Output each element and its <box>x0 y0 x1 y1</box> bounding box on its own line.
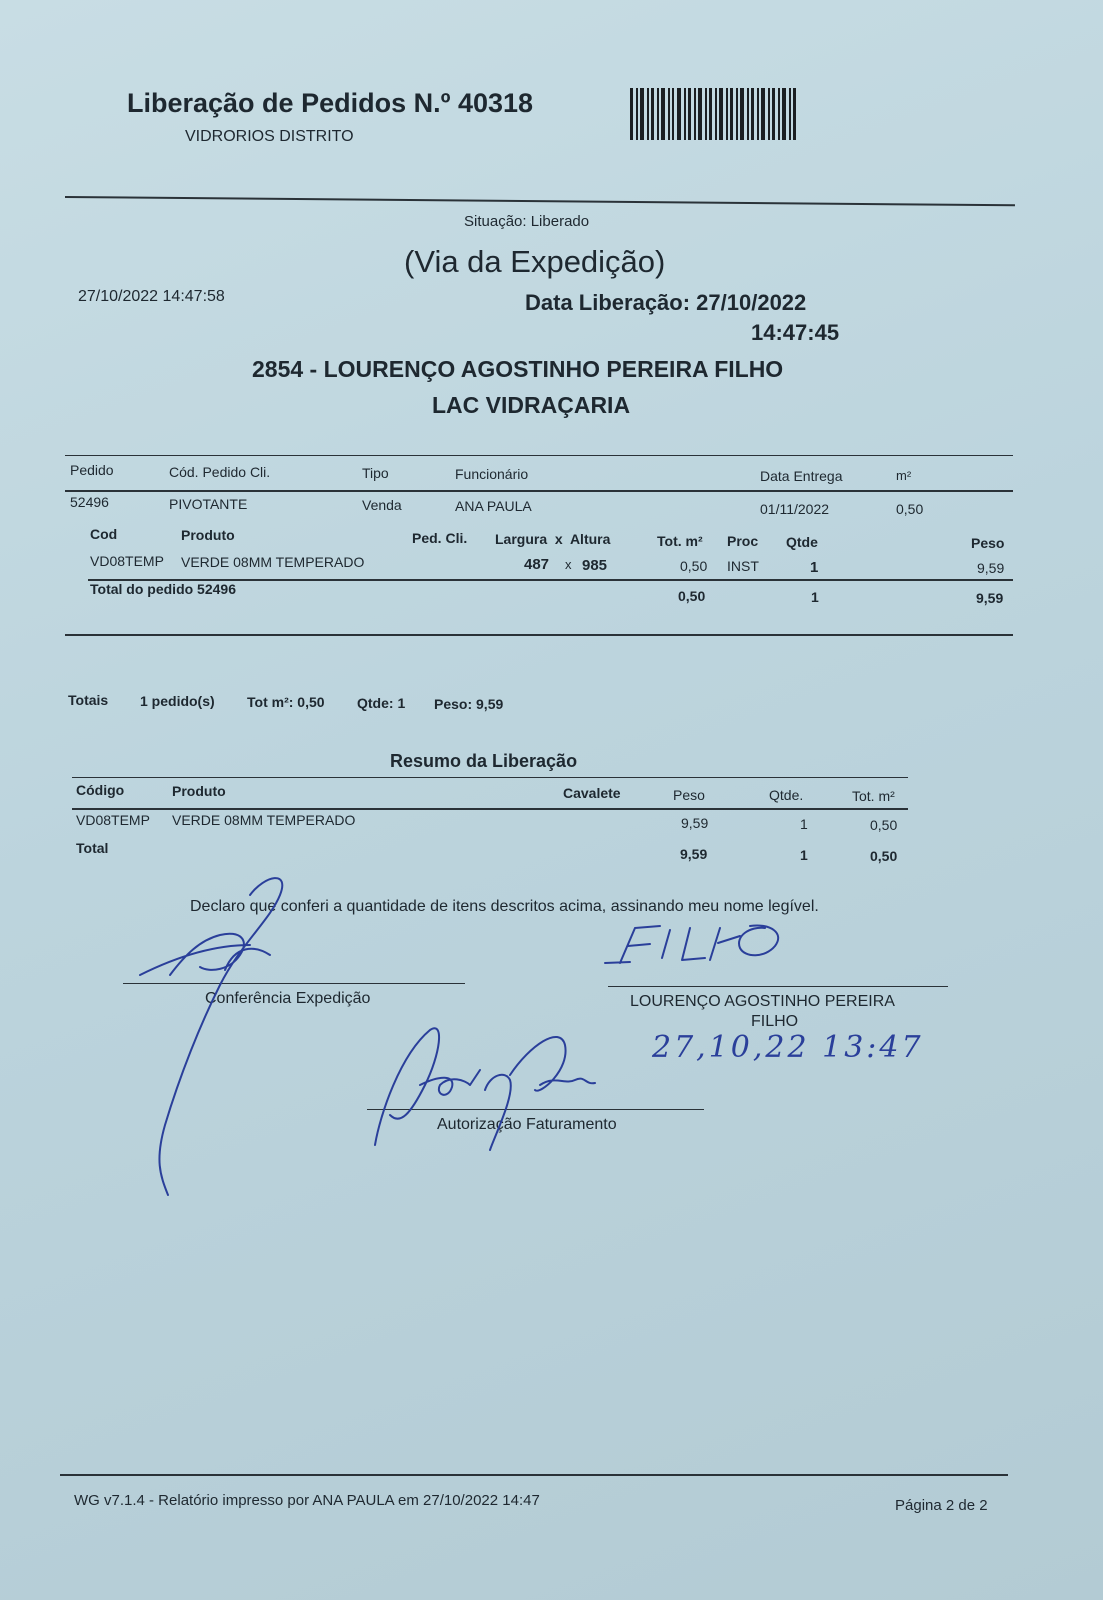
item-header-proc: Proc <box>727 533 759 549</box>
table-top-line <box>65 455 1013 456</box>
item-header-cod: Cod <box>90 526 118 542</box>
resumo-qtde: 1 <box>800 816 808 832</box>
totais-qtde: Qtde: 1 <box>357 695 406 711</box>
company-name: VIDRORIOS DISTRITO <box>185 128 354 145</box>
hora-liberacao: 14:47:45 <box>751 320 840 345</box>
item-largura: 487 <box>524 556 550 573</box>
label-cliente-line1: LOURENÇO AGOSTINHO PEREIRA <box>630 993 895 1010</box>
resumo-peso: 9,59 <box>681 815 709 831</box>
resumo-header-tot-m2: Tot. m² <box>852 788 895 804</box>
item-proc: INST <box>727 558 759 574</box>
pedido-tipo: Venda <box>362 497 402 513</box>
cliente-nome: 2854 - LOURENÇO AGOSTINHO PEREIRA FILHO <box>252 356 784 382</box>
resumo-header-qtde: Qtde. <box>769 787 804 803</box>
header-divider <box>65 196 1015 206</box>
pedido-total-m2: 0,50 <box>678 588 706 604</box>
resumo-total-tot-m2: 0,50 <box>870 848 898 864</box>
resumo-top-line <box>72 777 908 778</box>
pedido-total-peso: 9,59 <box>976 590 1004 606</box>
item-header-largura-altura: Largura x Altura <box>495 531 611 547</box>
item-tot-m2: 0,50 <box>680 558 708 574</box>
header-m2: m² <box>896 468 912 483</box>
pedido-number: 52496 <box>70 494 109 510</box>
item-header-peso: Peso <box>971 535 1005 551</box>
totais-peso: Peso: 9,59 <box>434 696 504 712</box>
resumo-header-cavalete: Cavalete <box>563 785 621 801</box>
totais-tot-m2: Tot m²: 0,50 <box>247 694 325 710</box>
resumo-header-codigo: Código <box>76 782 125 798</box>
resumo-title: Resumo da Liberação <box>390 751 578 771</box>
item-qtde: 1 <box>810 559 819 576</box>
item-header-produto: Produto <box>181 527 235 543</box>
resumo-produto: VERDE 08MM TEMPERADO <box>172 812 356 828</box>
pedido-cod-cli: PIVOTANTE <box>169 496 248 512</box>
item-header-ped-cli: Ped. Cli. <box>412 530 468 546</box>
label-autorizacao-faturamento: Autorização Faturamento <box>437 1116 617 1133</box>
resumo-header-peso: Peso <box>673 787 705 803</box>
totais-label: Totais <box>68 692 109 708</box>
item-header-qtde: Qtde <box>786 534 818 550</box>
data-liberacao: Data Liberação: 27/10/2022 <box>525 290 807 315</box>
pedido-data-entrega: 01/11/2022 <box>760 501 830 517</box>
item-peso: 9,59 <box>977 560 1005 576</box>
signature-cliente <box>600 918 790 988</box>
print-timestamp: 27/10/2022 14:47:58 <box>78 288 225 305</box>
resumo-total-label: Total <box>76 840 109 856</box>
resumo-total-peso: 9,59 <box>680 846 708 862</box>
declaracao-text: Declaro que conferi a quantidade de itens descritos acima, assinando meu nome legível. <box>190 898 819 915</box>
header-pedido: Pedido <box>70 462 114 478</box>
header-data-entrega: Data Entrega <box>760 468 843 484</box>
item-cod: VD08TEMP <box>90 553 164 569</box>
cliente-empresa: LAC VIDRAÇARIA <box>432 392 631 418</box>
pedido-total-label: Total do pedido 52496 <box>90 581 236 597</box>
via-label: (Via da Expedição) <box>404 244 666 279</box>
signature-conferencia <box>130 875 300 1205</box>
pedido-funcionario: ANA PAULA <box>455 498 532 514</box>
header-tipo: Tipo <box>362 465 389 481</box>
header-cod-pedido-cli: Cód. Pedido Cli. <box>169 464 271 480</box>
resumo-tot-m2: 0,50 <box>870 817 898 833</box>
label-conferencia-expedicao: Conferência Expedição <box>205 990 371 1007</box>
item-produto: VERDE 08MM TEMPERADO <box>181 554 365 570</box>
header-underline <box>65 490 1013 492</box>
resumo-codigo: VD08TEMP <box>76 812 150 828</box>
footer-printed-by: WG v7.1.4 - Relatório impresso por ANA PAULA em 27/10/2022 14:47 <box>74 1492 540 1509</box>
label-cliente-line2: FILHO <box>751 1013 799 1030</box>
pedido-m2: 0,50 <box>896 501 924 517</box>
situacao-label: Situação: Liberado <box>464 213 590 230</box>
table-bottom-line <box>65 634 1013 636</box>
resumo-total-qtde: 1 <box>800 847 808 863</box>
footer-divider <box>60 1474 1008 1476</box>
barcode <box>630 88 796 140</box>
document-title: Liberação de Pedidos N.º 40318 <box>127 88 534 118</box>
header-funcionario: Funcionário <box>455 466 529 482</box>
footer-page-number: Página 2 de 2 <box>895 1497 988 1514</box>
resumo-header-produto: Produto <box>172 783 226 799</box>
item-header-tot-m2: Tot. m² <box>657 533 703 549</box>
totais-pedidos: 1 pedido(s) <box>140 693 215 709</box>
item-altura: 985 <box>582 557 608 574</box>
pedido-total-qtde: 1 <box>811 589 819 605</box>
handwritten-date: 27,10,22 13:47 <box>652 1030 924 1065</box>
item-x: x <box>565 557 572 572</box>
resumo-header-underline <box>72 808 908 810</box>
signature-faturamento <box>360 1015 600 1155</box>
